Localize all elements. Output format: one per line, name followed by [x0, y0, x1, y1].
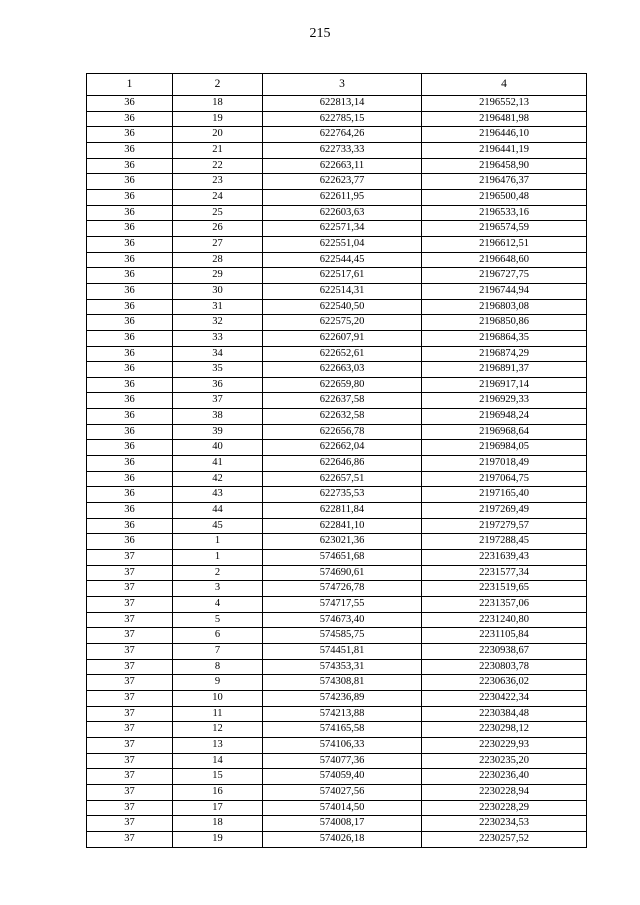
- table-cell-col-2: 27: [173, 236, 263, 252]
- table-cell-col-4: 2196481,98: [422, 111, 587, 127]
- column-header-1: 1: [87, 74, 173, 96]
- table-cell-col-3: 622603,63: [263, 205, 422, 221]
- table-row: [87, 96, 587, 112]
- table-cell-col-1: 37: [87, 831, 173, 847]
- table-cell-col-4: 2230636,02: [422, 675, 587, 691]
- table-cell-col-1: 37: [87, 769, 173, 785]
- table-row: [87, 299, 587, 315]
- table-row: [87, 612, 587, 628]
- table-cell-col-2: 8: [173, 659, 263, 675]
- column-header-2: 2: [173, 74, 263, 96]
- table-cell-col-4: 2231240,80: [422, 612, 587, 628]
- table-cell-col-4: 2230228,94: [422, 784, 587, 800]
- table-row: [87, 330, 587, 346]
- table-cell-col-1: 36: [87, 534, 173, 550]
- table-cell-col-2: 45: [173, 518, 263, 534]
- table-cell-col-1: 36: [87, 440, 173, 456]
- table-cell-col-4: 2196648,60: [422, 252, 587, 268]
- table-cell-col-4: 2230803,78: [422, 659, 587, 675]
- table-cell-col-3: 622657,51: [263, 471, 422, 487]
- table-cell-col-1: 36: [87, 393, 173, 409]
- table-cell-col-3: 622637,58: [263, 393, 422, 409]
- table-cell-col-3: 574726,78: [263, 581, 422, 597]
- table-cell-col-4: 2196917,14: [422, 377, 587, 393]
- table-cell-col-1: 36: [87, 518, 173, 534]
- table-row: [87, 722, 587, 738]
- coordinates-table: [86, 73, 587, 848]
- table-cell-col-3: 622607,91: [263, 330, 422, 346]
- table-cell-col-2: 28: [173, 252, 263, 268]
- table-cell-col-4: 2196891,37: [422, 362, 587, 378]
- table-cell-col-2: 37: [173, 393, 263, 409]
- table-cell-col-3: 574106,33: [263, 737, 422, 753]
- table-cell-col-2: 43: [173, 487, 263, 503]
- table-cell-col-1: 36: [87, 236, 173, 252]
- table-cell-col-2: 35: [173, 362, 263, 378]
- table-cell-col-2: 38: [173, 409, 263, 425]
- table-cell-col-4: 2230228,29: [422, 800, 587, 816]
- table-cell-col-2: 22: [173, 158, 263, 174]
- table-cell-col-2: 3: [173, 581, 263, 597]
- table-cell-col-1: 37: [87, 706, 173, 722]
- table-cell-col-1: 36: [87, 315, 173, 331]
- table-cell-col-4: 2230298,12: [422, 722, 587, 738]
- table-cell-col-1: 36: [87, 330, 173, 346]
- table-cell-col-2: 14: [173, 753, 263, 769]
- table-cell-col-4: 2196744,94: [422, 283, 587, 299]
- table-cell-col-3: 622662,04: [263, 440, 422, 456]
- table-row: [87, 487, 587, 503]
- table-cell-col-2: 31: [173, 299, 263, 315]
- table-cell-col-4: 2196968,64: [422, 424, 587, 440]
- table-cell-col-3: 622659,80: [263, 377, 422, 393]
- table-cell-col-3: 574008,17: [263, 816, 422, 832]
- table-row: [87, 471, 587, 487]
- table-cell-col-4: 2230236,40: [422, 769, 587, 785]
- table-cell-col-3: 622841,10: [263, 518, 422, 534]
- table-cell-col-2: 6: [173, 628, 263, 644]
- table-cell-col-3: 622663,03: [263, 362, 422, 378]
- table-cell-col-3: 622785,15: [263, 111, 422, 127]
- table-cell-col-2: 18: [173, 96, 263, 112]
- table-cell-col-4: 2196984,05: [422, 440, 587, 456]
- table-cell-col-2: 33: [173, 330, 263, 346]
- table-cell-col-3: 574236,89: [263, 690, 422, 706]
- table-cell-col-1: 36: [87, 456, 173, 472]
- table-cell-col-4: 2230229,93: [422, 737, 587, 753]
- table-cell-col-4: 2196458,90: [422, 158, 587, 174]
- table-row: [87, 189, 587, 205]
- table-row: [87, 565, 587, 581]
- table-row: [87, 362, 587, 378]
- table-cell-col-1: 36: [87, 503, 173, 519]
- table-cell-col-1: 37: [87, 659, 173, 675]
- table-cell-col-3: 622652,61: [263, 346, 422, 362]
- table-cell-col-1: 37: [87, 565, 173, 581]
- table-row: [87, 424, 587, 440]
- table-cell-col-2: 4: [173, 597, 263, 613]
- table-row: [87, 440, 587, 456]
- table-cell-col-3: 622571,34: [263, 221, 422, 237]
- table-cell-col-1: 37: [87, 628, 173, 644]
- table-row: [87, 628, 587, 644]
- table-cell-col-3: 622517,61: [263, 268, 422, 284]
- table-cell-col-2: 39: [173, 424, 263, 440]
- table-cell-col-3: 622764,26: [263, 127, 422, 143]
- table-row: [87, 690, 587, 706]
- table-row: [87, 550, 587, 566]
- table-cell-col-4: 2230422,34: [422, 690, 587, 706]
- table-cell-col-3: 622811,84: [263, 503, 422, 519]
- table-cell-col-1: 37: [87, 816, 173, 832]
- table-cell-col-3: 574165,58: [263, 722, 422, 738]
- table-row: [87, 268, 587, 284]
- table-cell-col-2: 23: [173, 174, 263, 190]
- table-row: [87, 534, 587, 550]
- table-row: [87, 409, 587, 425]
- table-cell-col-4: 2230234,53: [422, 816, 587, 832]
- table-cell-col-2: 11: [173, 706, 263, 722]
- table-cell-col-2: 5: [173, 612, 263, 628]
- table-cell-col-3: 574353,31: [263, 659, 422, 675]
- table-cell-col-3: 574027,56: [263, 784, 422, 800]
- table-cell-col-1: 36: [87, 346, 173, 362]
- table-cell-col-3: 574451,81: [263, 643, 422, 659]
- table-cell-col-1: 36: [87, 142, 173, 158]
- table-cell-col-2: 18: [173, 816, 263, 832]
- table-row: [87, 518, 587, 534]
- table-cell-col-3: 574585,75: [263, 628, 422, 644]
- table-cell-col-3: 574059,40: [263, 769, 422, 785]
- table-cell-col-3: 622735,53: [263, 487, 422, 503]
- table-cell-col-1: 36: [87, 205, 173, 221]
- table-row: [87, 659, 587, 675]
- table-cell-col-3: 574308,81: [263, 675, 422, 691]
- table-row: [87, 816, 587, 832]
- table-cell-col-4: 2197064,75: [422, 471, 587, 487]
- table-cell-col-2: 36: [173, 377, 263, 393]
- table-cell-col-1: 36: [87, 409, 173, 425]
- table-cell-col-1: 36: [87, 252, 173, 268]
- table-row: [87, 769, 587, 785]
- table-row: [87, 252, 587, 268]
- table-cell-col-2: 20: [173, 127, 263, 143]
- table-row: [87, 205, 587, 221]
- table-cell-col-3: 622733,33: [263, 142, 422, 158]
- table-cell-col-1: 36: [87, 424, 173, 440]
- table-cell-col-4: 2196803,08: [422, 299, 587, 315]
- table-cell-col-2: 44: [173, 503, 263, 519]
- table-cell-col-3: 622544,45: [263, 252, 422, 268]
- table-cell-col-1: 36: [87, 127, 173, 143]
- table-row: [87, 236, 587, 252]
- table-cell-col-3: 622646,86: [263, 456, 422, 472]
- table-cell-col-1: 36: [87, 268, 173, 284]
- table-cell-col-3: 622575,20: [263, 315, 422, 331]
- table-cell-col-1: 37: [87, 581, 173, 597]
- table-cell-col-4: 2230235,20: [422, 753, 587, 769]
- table-cell-col-3: 622632,58: [263, 409, 422, 425]
- table-cell-col-1: 37: [87, 597, 173, 613]
- table-cell-col-2: 1: [173, 550, 263, 566]
- table-cell-col-1: 37: [87, 675, 173, 691]
- table-row: [87, 597, 587, 613]
- table-cell-col-2: 15: [173, 769, 263, 785]
- table-cell-col-3: 622663,11: [263, 158, 422, 174]
- table-cell-col-2: 13: [173, 737, 263, 753]
- table-cell-col-2: 2: [173, 565, 263, 581]
- table-cell-col-2: 19: [173, 831, 263, 847]
- table-cell-col-1: 36: [87, 111, 173, 127]
- table-cell-col-3: 574651,68: [263, 550, 422, 566]
- table-row: [87, 393, 587, 409]
- table-cell-col-4: 2196441,19: [422, 142, 587, 158]
- table-header-row: [87, 74, 587, 96]
- table-cell-col-2: 16: [173, 784, 263, 800]
- table-cell-col-2: 42: [173, 471, 263, 487]
- table-cell-col-3: 574026,18: [263, 831, 422, 847]
- table-row: [87, 503, 587, 519]
- column-header-4: 4: [422, 74, 587, 96]
- table-cell-col-2: 26: [173, 221, 263, 237]
- table-row: [87, 158, 587, 174]
- table-cell-col-3: 622813,14: [263, 96, 422, 112]
- table-cell-col-4: 2197165,40: [422, 487, 587, 503]
- table-row: [87, 706, 587, 722]
- table-row: [87, 315, 587, 331]
- table-cell-col-1: 37: [87, 690, 173, 706]
- table-cell-col-1: 36: [87, 471, 173, 487]
- table-cell-col-4: 2231519,65: [422, 581, 587, 597]
- table-cell-col-4: 2196864,35: [422, 330, 587, 346]
- table-cell-col-3: 622514,31: [263, 283, 422, 299]
- page-number: 215: [309, 26, 331, 41]
- table-row: [87, 174, 587, 190]
- table-cell-col-4: 2197288,45: [422, 534, 587, 550]
- table-cell-col-2: 17: [173, 800, 263, 816]
- table-row: [87, 346, 587, 362]
- table-cell-col-1: 36: [87, 96, 173, 112]
- table-cell-col-3: 574717,55: [263, 597, 422, 613]
- table-cell-col-4: 2197279,57: [422, 518, 587, 534]
- table-cell-col-4: 2230257,52: [422, 831, 587, 847]
- table-cell-col-2: 19: [173, 111, 263, 127]
- table-cell-col-4: 2197018,49: [422, 456, 587, 472]
- table-row: [87, 831, 587, 847]
- table-cell-col-1: 36: [87, 487, 173, 503]
- table-cell-col-1: 36: [87, 189, 173, 205]
- table-cell-col-2: 24: [173, 189, 263, 205]
- table-cell-col-3: 622656,78: [263, 424, 422, 440]
- table-cell-col-1: 37: [87, 753, 173, 769]
- table-cell-col-4: 2197269,49: [422, 503, 587, 519]
- table-cell-col-1: 36: [87, 362, 173, 378]
- table-cell-col-4: 2196727,75: [422, 268, 587, 284]
- table-cell-col-1: 36: [87, 299, 173, 315]
- table-row: [87, 283, 587, 299]
- table-row: [87, 784, 587, 800]
- table-cell-col-4: 2196574,59: [422, 221, 587, 237]
- table-cell-col-1: 37: [87, 550, 173, 566]
- table-cell-col-4: 2196476,37: [422, 174, 587, 190]
- table-cell-col-4: 2196533,16: [422, 205, 587, 221]
- table-cell-col-4: 2231105,84: [422, 628, 587, 644]
- table-cell-col-1: 36: [87, 174, 173, 190]
- table-cell-col-4: 2231577,34: [422, 565, 587, 581]
- table-row: [87, 456, 587, 472]
- table-cell-col-3: 622623,77: [263, 174, 422, 190]
- table-cell-col-2: 9: [173, 675, 263, 691]
- table-cell-col-1: 37: [87, 643, 173, 659]
- table-cell-col-2: 7: [173, 643, 263, 659]
- table-row: [87, 581, 587, 597]
- table-cell-col-3: 622551,04: [263, 236, 422, 252]
- table-cell-col-2: 10: [173, 690, 263, 706]
- table-cell-col-2: 12: [173, 722, 263, 738]
- table-cell-col-1: 37: [87, 800, 173, 816]
- table-row: [87, 675, 587, 691]
- table-cell-col-1: 37: [87, 612, 173, 628]
- table-cell-col-3: 574690,61: [263, 565, 422, 581]
- table-cell-col-4: 2196552,13: [422, 96, 587, 112]
- table-row: [87, 127, 587, 143]
- table-cell-col-2: 1: [173, 534, 263, 550]
- table-cell-col-4: 2196612,51: [422, 236, 587, 252]
- table-cell-col-2: 29: [173, 268, 263, 284]
- table-row: [87, 142, 587, 158]
- table-row: [87, 643, 587, 659]
- table-cell-col-2: 21: [173, 142, 263, 158]
- table-cell-col-4: 2196850,86: [422, 315, 587, 331]
- table-row: [87, 737, 587, 753]
- table-cell-col-3: 574077,36: [263, 753, 422, 769]
- table-cell-col-3: 623021,36: [263, 534, 422, 550]
- table-cell-col-4: 2196874,29: [422, 346, 587, 362]
- table-row: [87, 221, 587, 237]
- table-cell-col-1: 37: [87, 737, 173, 753]
- table-cell-col-2: 32: [173, 315, 263, 331]
- table-cell-col-1: 36: [87, 283, 173, 299]
- table-cell-col-2: 41: [173, 456, 263, 472]
- table-cell-col-1: 36: [87, 221, 173, 237]
- table-cell-col-4: 2231357,06: [422, 597, 587, 613]
- table-cell-col-4: 2196948,24: [422, 409, 587, 425]
- table-cell-col-2: 25: [173, 205, 263, 221]
- table-row: [87, 753, 587, 769]
- table-cell-col-4: 2230938,67: [422, 643, 587, 659]
- table-cell-col-1: 37: [87, 784, 173, 800]
- table-body: [87, 96, 587, 848]
- table-cell-col-4: 2196929,33: [422, 393, 587, 409]
- table-cell-col-3: 622611,95: [263, 189, 422, 205]
- table-row: [87, 111, 587, 127]
- table-cell-col-2: 40: [173, 440, 263, 456]
- table-cell-col-3: 574213,88: [263, 706, 422, 722]
- table-cell-col-2: 30: [173, 283, 263, 299]
- table-row: [87, 377, 587, 393]
- table-cell-col-1: 37: [87, 722, 173, 738]
- table-cell-col-1: 36: [87, 158, 173, 174]
- table-cell-col-4: 2230384,48: [422, 706, 587, 722]
- table-cell-col-3: 622540,50: [263, 299, 422, 315]
- table-row: [87, 800, 587, 816]
- table-cell-col-3: 574014,50: [263, 800, 422, 816]
- table-cell-col-3: 574673,40: [263, 612, 422, 628]
- table-cell-col-4: 2196446,10: [422, 127, 587, 143]
- table-cell-col-4: 2231639,43: [422, 550, 587, 566]
- table-cell-col-2: 34: [173, 346, 263, 362]
- table-cell-col-4: 2196500,48: [422, 189, 587, 205]
- column-header-3: 3: [263, 74, 422, 96]
- table-cell-col-1: 36: [87, 377, 173, 393]
